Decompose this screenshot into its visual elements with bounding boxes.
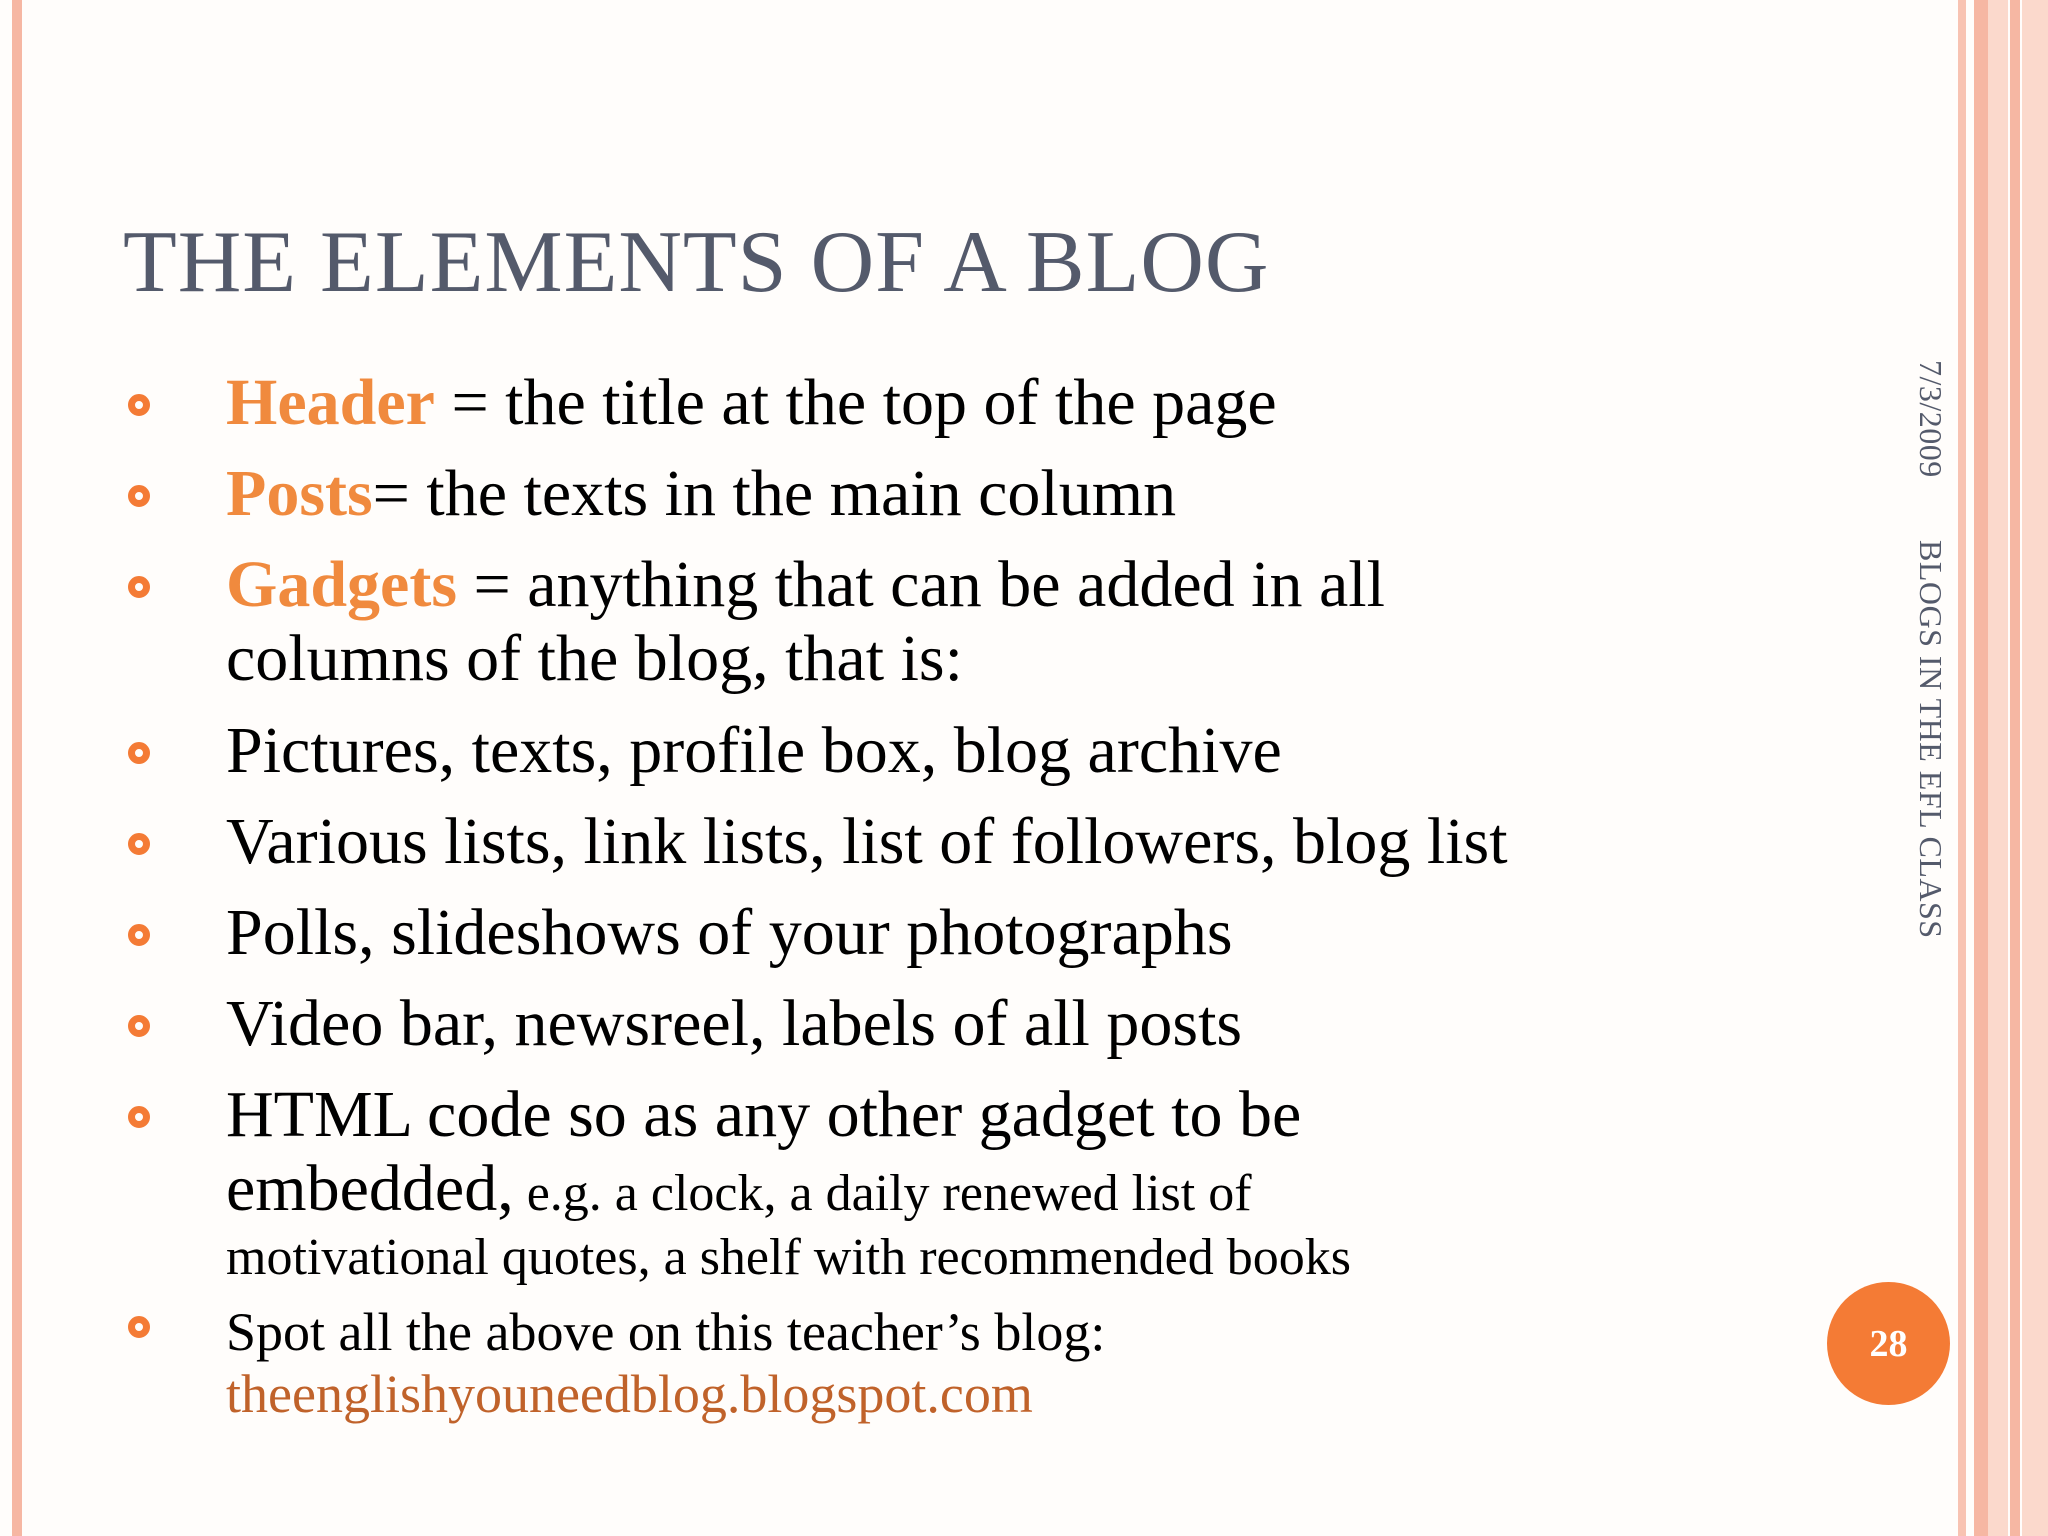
- bullet-continuation: motivational quotes, a shelf with recommended books: [226, 1229, 1351, 1286]
- right-border-stripe: [1958, 0, 1966, 1536]
- slide-title: THE ELEMENTS OF A BLOG: [123, 214, 1270, 311]
- bullet-text: Pictures, texts, profile box, blog archive: [226, 714, 1282, 787]
- side-course-title: BLOGS IN THE EFL CLASS: [1913, 540, 1949, 939]
- page-number: 28: [1869, 1322, 1908, 1365]
- circle-bullet-icon: [128, 576, 150, 598]
- right-border-stripe: [1988, 0, 2008, 1536]
- bullet-text: Spot all the above on this teacher’s blog:: [226, 1302, 1106, 1362]
- bullet-continuation-large: embedded,: [226, 1152, 514, 1225]
- circle-bullet-icon: [128, 1316, 150, 1338]
- circle-bullet-icon: [128, 485, 150, 507]
- side-date: 7/3/2009: [1913, 360, 1949, 478]
- bullet-continuation: columns of the blog, that is:: [226, 622, 963, 695]
- bullet-definition: = the title at the top of the page: [434, 366, 1277, 439]
- bullet-definition: = anything that can be added in all: [457, 548, 1385, 621]
- bullet-text: [226, 366, 1786, 440]
- bullet-definition: = the texts in the main column: [372, 457, 1177, 530]
- bullet-text: Video bar, newsreel, labels of all posts: [226, 987, 1243, 1060]
- circle-bullet-icon: [128, 742, 150, 764]
- right-border-stripe: [2010, 0, 2020, 1536]
- bullet-continuation: [226, 1152, 1786, 1231]
- bullet-text: [226, 457, 1786, 531]
- right-border-stripe: [1974, 0, 1988, 1536]
- bullet-text: Polls, slideshows of your photographs: [226, 896, 1233, 969]
- right-border-stripe: [2022, 0, 2048, 1536]
- bullet-continuation-small: e.g. a clock, a daily renewed list of: [513, 1165, 1252, 1222]
- blog-link[interactable]: theenglishyouneedblog.blogspot.com: [226, 1364, 1033, 1424]
- left-border: [12, 0, 22, 1536]
- circle-bullet-icon: [128, 924, 150, 946]
- bullet-text: HTML code so as any other gadget to be: [226, 1078, 1302, 1151]
- circle-bullet-icon: [128, 1106, 150, 1128]
- bullet-text: [226, 548, 1786, 622]
- bullet-keyword: Header: [226, 366, 435, 439]
- circle-bullet-icon: [128, 394, 150, 416]
- circle-bullet-icon: [128, 1015, 150, 1037]
- circle-bullet-icon: [128, 833, 150, 855]
- bullet-keyword: Gadgets: [226, 548, 457, 621]
- page-number-badge: [1827, 1282, 1950, 1405]
- bullet-text: Various lists, link lists, list of followers, blog list: [226, 805, 1508, 878]
- bullet-keyword: Posts: [226, 457, 373, 530]
